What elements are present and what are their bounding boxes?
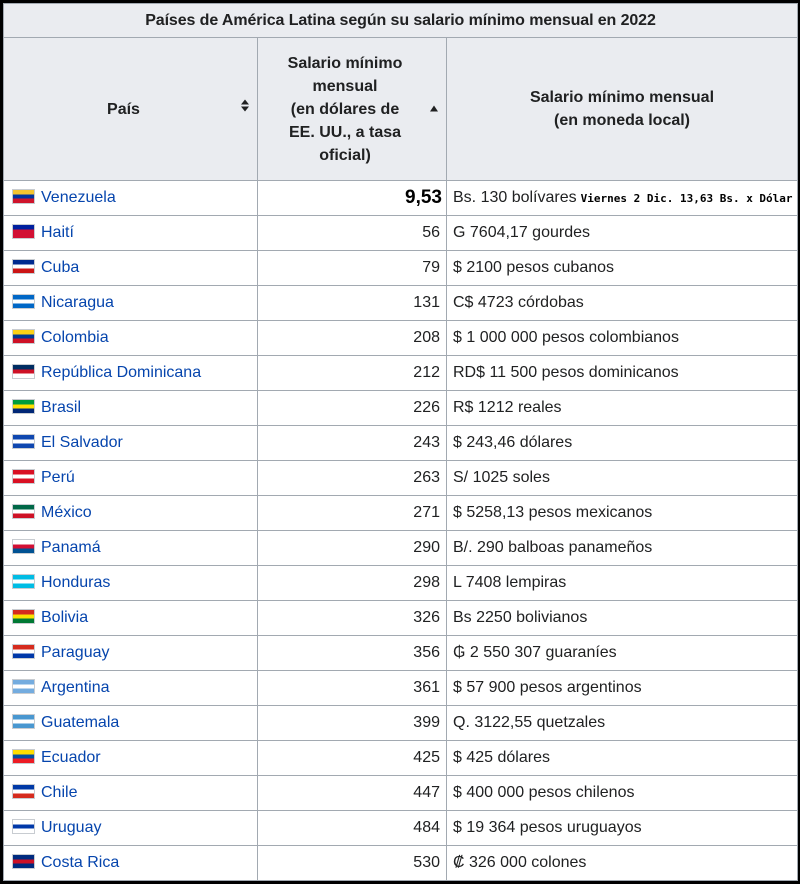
local-cell bbox=[447, 741, 798, 776]
usd-cell: 326 bbox=[258, 601, 447, 636]
local-cell bbox=[447, 286, 798, 321]
country-link[interactable]: Panamá bbox=[41, 539, 101, 556]
header-local-line: (en moneda local) bbox=[553, 112, 691, 129]
local-cell bbox=[447, 601, 798, 636]
local-cell bbox=[447, 776, 798, 811]
table-row bbox=[4, 601, 798, 636]
local-value: Bs. 130 bolívares bbox=[453, 189, 577, 206]
exchange-rate-annotation: Viernes 2 Dic. 13,63 Bs. x Dólar bbox=[580, 192, 793, 205]
local-cell bbox=[447, 426, 798, 461]
table-row bbox=[4, 461, 798, 496]
country-cell bbox=[4, 671, 258, 706]
local-value: R$ 1212 reales bbox=[453, 399, 562, 416]
local-value: L 7408 lempiras bbox=[453, 574, 567, 591]
flag-icon bbox=[12, 399, 35, 414]
usd-cell: 425 bbox=[258, 741, 447, 776]
country-link[interactable]: Colombia bbox=[41, 329, 109, 346]
local-value: C$ 4723 córdobas bbox=[453, 294, 584, 311]
flag-icon bbox=[12, 224, 35, 239]
local-value: RD$ 11 500 pesos dominicanos bbox=[453, 364, 679, 381]
local-cell bbox=[447, 496, 798, 531]
usd-cell: 484 bbox=[258, 811, 447, 846]
usd-cell: 530 bbox=[258, 846, 447, 881]
flag-icon bbox=[12, 504, 35, 519]
country-link[interactable]: República Dominicana bbox=[41, 364, 202, 381]
flag-icon bbox=[12, 819, 35, 834]
local-cell bbox=[447, 461, 798, 496]
country-cell bbox=[4, 601, 258, 636]
local-value: $ 1 000 000 pesos colombianos bbox=[453, 329, 679, 346]
country-link[interactable]: Bolivia bbox=[41, 609, 89, 626]
usd-cell: 271 bbox=[258, 496, 447, 531]
local-value: B/. 290 balboas panameños bbox=[453, 539, 653, 556]
local-value: $ 5258,13 pesos mexicanos bbox=[453, 504, 653, 521]
table-row bbox=[4, 846, 798, 881]
country-cell bbox=[4, 356, 258, 391]
country-cell bbox=[4, 391, 258, 426]
local-cell bbox=[447, 216, 798, 251]
country-cell bbox=[4, 531, 258, 566]
table-row bbox=[4, 216, 798, 251]
country-link[interactable]: Cuba bbox=[41, 259, 80, 276]
table-row bbox=[4, 531, 798, 566]
usd-cell: 399 bbox=[258, 706, 447, 741]
table-row bbox=[4, 356, 798, 391]
local-cell bbox=[447, 321, 798, 356]
local-cell bbox=[447, 356, 798, 391]
table-title: Países de América Latina según su salario mínimo mensual en 2022 bbox=[4, 4, 798, 38]
header-usd-line: Salario mínimo bbox=[287, 54, 403, 72]
country-cell bbox=[4, 216, 258, 251]
header-country-label: País bbox=[107, 100, 140, 118]
table-row bbox=[4, 391, 798, 426]
usd-cell: 208 bbox=[258, 321, 447, 356]
table-row bbox=[4, 566, 798, 601]
header-usd[interactable] bbox=[258, 38, 447, 181]
country-link[interactable]: Argentina bbox=[41, 679, 110, 696]
table-row bbox=[4, 286, 798, 321]
usd-cell: 131 bbox=[258, 286, 447, 321]
country-link[interactable]: Chile bbox=[41, 784, 78, 801]
local-cell bbox=[447, 846, 798, 881]
table-row bbox=[4, 251, 798, 286]
flag-icon bbox=[12, 259, 35, 274]
country-link[interactable]: Perú bbox=[41, 469, 75, 486]
flag-icon bbox=[12, 434, 35, 449]
flag-icon bbox=[12, 364, 35, 379]
country-link[interactable]: Brasil bbox=[41, 399, 82, 416]
local-value: G 7604,17 gourdes bbox=[453, 224, 590, 241]
local-cell bbox=[447, 706, 798, 741]
flag-icon bbox=[12, 784, 35, 799]
usd-cell: 212 bbox=[258, 356, 447, 391]
local-cell bbox=[447, 391, 798, 426]
usd-cell: 56 bbox=[258, 216, 447, 251]
country-cell bbox=[4, 181, 258, 216]
usd-cell: 298 bbox=[258, 566, 447, 601]
table-row bbox=[4, 321, 798, 356]
flag-icon bbox=[12, 189, 35, 204]
country-cell bbox=[4, 706, 258, 741]
local-cell bbox=[447, 566, 798, 601]
header-usd-line: oficial) bbox=[319, 146, 371, 164]
country-link[interactable]: Honduras bbox=[41, 574, 111, 591]
country-cell bbox=[4, 846, 258, 881]
country-link[interactable]: Guatemala bbox=[41, 714, 120, 731]
country-cell bbox=[4, 426, 258, 461]
table-row bbox=[4, 636, 798, 671]
country-cell bbox=[4, 741, 258, 776]
table-row bbox=[4, 181, 798, 216]
usd-cell: 361 bbox=[258, 671, 447, 706]
header-usd-line: mensual bbox=[312, 77, 378, 95]
usd-cell: 263 bbox=[258, 461, 447, 496]
country-link[interactable]: Paraguay bbox=[41, 644, 110, 661]
country-link[interactable]: Uruguay bbox=[41, 819, 102, 836]
local-cell bbox=[447, 636, 798, 671]
local-value: $ 400 000 pesos chilenos bbox=[453, 784, 635, 801]
local-value: $ 243,46 dólares bbox=[453, 434, 573, 451]
local-cell bbox=[447, 181, 798, 216]
flag-icon bbox=[12, 644, 35, 659]
country-cell bbox=[4, 566, 258, 601]
flag-icon bbox=[12, 714, 35, 729]
country-cell bbox=[4, 286, 258, 321]
local-value: ₡ 326 000 colones bbox=[453, 854, 587, 871]
local-cell bbox=[447, 671, 798, 706]
local-cell bbox=[447, 251, 798, 286]
sort-up-icon[interactable] bbox=[430, 98, 438, 121]
local-value: $ 57 900 pesos argentinos bbox=[453, 679, 642, 696]
country-cell bbox=[4, 811, 258, 846]
usd-cell: 290 bbox=[258, 531, 447, 566]
table-row bbox=[4, 496, 798, 531]
header-usd-line: EE. UU., a tasa bbox=[288, 123, 402, 141]
flag-icon bbox=[12, 854, 35, 869]
flag-icon bbox=[12, 539, 35, 554]
local-cell bbox=[447, 811, 798, 846]
local-cell bbox=[447, 531, 798, 566]
local-value: $ 425 dólares bbox=[453, 749, 550, 766]
local-value: S/ 1025 soles bbox=[453, 469, 550, 486]
usd-cell: 447 bbox=[258, 776, 447, 811]
flag-icon bbox=[12, 329, 35, 344]
local-value: $ 2100 pesos cubanos bbox=[453, 259, 615, 276]
usd-cell: 243 bbox=[258, 426, 447, 461]
header-local[interactable] bbox=[447, 38, 798, 181]
flag-icon bbox=[12, 679, 35, 694]
salary-table bbox=[3, 3, 798, 881]
flag-icon bbox=[12, 609, 35, 624]
table-row bbox=[4, 706, 798, 741]
country-link[interactable]: Venezuela bbox=[41, 189, 116, 206]
usd-cell: 356 bbox=[258, 636, 447, 671]
usd-cell: 226 bbox=[258, 391, 447, 426]
country-link[interactable]: México bbox=[41, 504, 92, 521]
country-link[interactable]: El Salvador bbox=[41, 434, 123, 451]
header-local-line: Salario mínimo mensual bbox=[529, 89, 715, 106]
table-row bbox=[4, 426, 798, 461]
country-cell bbox=[4, 321, 258, 356]
country-cell bbox=[4, 776, 258, 811]
country-cell bbox=[4, 496, 258, 531]
country-cell bbox=[4, 251, 258, 286]
header-country[interactable] bbox=[4, 38, 258, 181]
header-usd-line: (en dólares de bbox=[290, 100, 400, 118]
table-row bbox=[4, 671, 798, 706]
country-cell bbox=[4, 636, 258, 671]
local-value: Q. 3122,55 quetzales bbox=[453, 714, 606, 731]
local-value: ₲ 2 550 307 guaraníes bbox=[453, 644, 617, 661]
local-value: $ 19 364 pesos uruguayos bbox=[453, 819, 642, 836]
table-row bbox=[4, 776, 798, 811]
table-row bbox=[4, 811, 798, 846]
country-link[interactable]: Nicaragua bbox=[41, 294, 114, 311]
country-link[interactable]: Ecuador bbox=[41, 749, 101, 766]
local-value: Bs 2250 bolivianos bbox=[453, 609, 588, 626]
usd-cell: 9,53 bbox=[258, 181, 447, 216]
flag-icon bbox=[12, 574, 35, 589]
flag-icon bbox=[12, 294, 35, 309]
flag-icon bbox=[12, 749, 35, 764]
table-row bbox=[4, 741, 798, 776]
flag-icon bbox=[12, 469, 35, 484]
country-cell bbox=[4, 461, 258, 496]
usd-cell: 79 bbox=[258, 251, 447, 286]
country-link[interactable]: Haití bbox=[41, 224, 74, 241]
country-link[interactable]: Costa Rica bbox=[41, 854, 120, 871]
sort-both-icon[interactable] bbox=[241, 98, 249, 121]
